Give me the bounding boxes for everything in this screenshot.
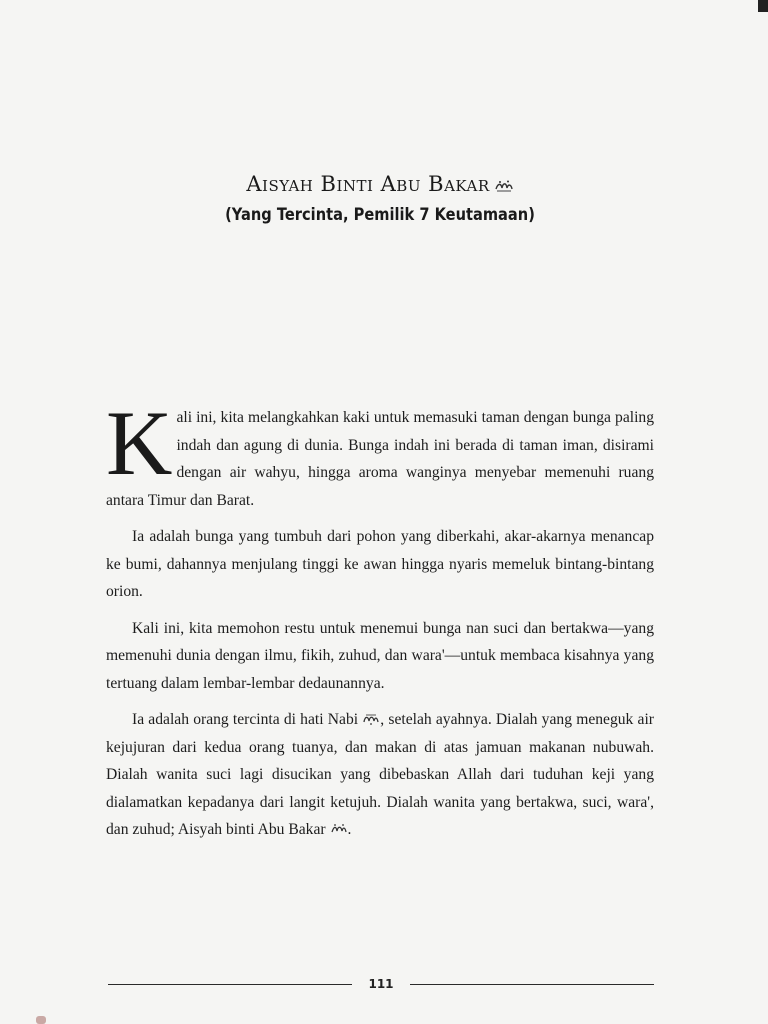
drop-cap: K — [106, 392, 173, 494]
honorific-calligraphy-icon — [494, 179, 514, 193]
prophet-honorific-icon — [362, 713, 380, 725]
end-honorific-icon — [330, 823, 348, 835]
chapter-body — [106, 392, 654, 853]
paragraph-1-text: ali ini, kita melangkahkan kaki untuk memasuki taman dengan bunga paling indah dan agung di dunia. Bunga indah ini berada di taman iman, disirami dengan air wahyu, hingga aroma wanginya menyebar memenuhi ruang antara Timur dan Barat. — [106, 409, 654, 509]
paragraph-2: Ia adalah bunga yang tumbuh dari pohon yang diberkahi, akar-akarnya menancap ke bumi, dahannya menjulang tinggi ke awan hingga nyaris memeluk bintang-bintang orion. — [106, 528, 654, 600]
paragraph-3: Kali ini, kita memohon restu untuk menemui bunga nan suci dan bertakwa—yang memenuhi dunia dengan ilmu, fikih, zuhud, dan wara'—untuk membaca kisahnya yang tertuang dalam lembar-lembar dedaunannya. — [106, 619, 654, 692]
scan-edge-mark-bottom — [36, 1016, 46, 1024]
page-number: 111 — [368, 977, 394, 991]
footer-rule-left — [108, 984, 352, 985]
page-footer — [108, 974, 654, 994]
paragraph-4-text-a: Ia adalah orang tercinta di hati Nabi — [132, 711, 359, 728]
paragraph-4-text-b: , setelah ayahnya. Dialah yang meneguk air kejujuran dari kedua orang tuanya, dan makan di atas jamuan makanan nubuwah. Dialah wanita suci lagi disucikan yang dibebaskan Allah dari tuduhan keji yang dialamatkan kepadanya dari langit ketujuh. Dialah wanita yang bertakwa, suci, wara', dan zuhud; Aisyah binti Abu Bakar — [106, 711, 654, 838]
chapter-title-text: Aisyah Binti Abu Bakar — [246, 172, 490, 196]
scan-edge-mark — [758, 0, 768, 12]
chapter-heading — [110, 170, 650, 228]
paragraph-1 — [106, 392, 654, 514]
paragraph-4 — [106, 706, 654, 844]
footer-rule-right — [410, 984, 654, 985]
paragraph-4-text-c: . — [347, 821, 352, 838]
chapter-subtitle: (Yang Tercinta, Pemilik 7 Keutamaan) — [225, 205, 535, 225]
chapter-title — [110, 170, 650, 198]
